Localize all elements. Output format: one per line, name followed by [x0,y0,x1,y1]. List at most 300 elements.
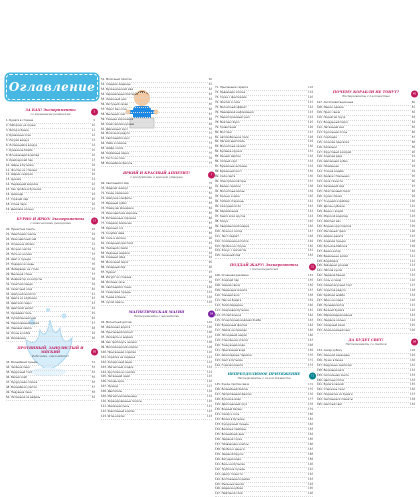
toc-entry-page: 105 [207,325,212,329]
toc-entry-page: 192 [308,472,313,476]
toc-title: Оглавление [8,80,96,94]
toc-entry-title: 110. Тающий воск [215,294,240,298]
toc-entry-page: 109 [207,345,212,349]
toc-entry-title: 103. Магнитный осадок [101,365,134,369]
toc-entry[interactable] [6,396,95,401]
toc-entry-page: 66 [208,107,212,111]
toc-entry-title: 148. Пульверизатор [317,304,345,308]
section-header [6,107,95,117]
toc-entry-page: 67 [208,112,212,116]
toc-entry-page: 123 [410,313,415,317]
toc-entry-title: 82. Палящий слайм [101,246,128,250]
toc-entry-title: 91. Газировка пузырь [101,291,131,295]
toc-entry-title: 163. Подсветка из бумаги [317,393,353,397]
toc-entry-page: 174 [308,383,313,387]
toc-entry-page: 196 [308,492,313,496]
section-header [6,345,95,359]
toc-entry-title: 85. Ранний мартин [215,155,241,159]
toc-entry-title: 118. Лопнувший шарик [215,333,248,337]
toc-entry-title: 105. Летающий змей [101,375,130,379]
toc-entry-page: 106 [410,229,415,233]
toc-entry-page: 110 [410,249,415,253]
toc-entry-page: 147 [308,229,313,233]
toc-entry-title: 22. Разноцветный чай [6,238,37,242]
toc-entry-title: 78. Красный сок [101,226,124,230]
toc-entry-title: 103. Пробка на струне [215,244,246,248]
toc-entry-title: 100. Прыгающая скрепка [101,350,136,354]
toc-entry-page: 38 [91,277,95,281]
toc-entry-page: 133 [410,373,415,377]
section-number-badge: 85 [92,350,97,354]
toc-entry-title: 110. Поднятие груза [317,115,346,119]
toc-entry-page: 122 [308,105,313,109]
section-subtitle: с химическими реакциями [29,221,72,226]
toc-entry-page: 114 [410,269,415,273]
toc-entry-title: 102. Соломинка-рогатка [215,239,249,243]
toc-entry-page: 49 [91,332,95,336]
toc-entry-title: 130. Морской водопад [317,214,348,218]
toc-entry-title: 32. Салютный след [6,287,33,291]
toc-entry-page: 135 [410,383,415,387]
toc-entry-title: 132. Водная кругосветка [317,224,352,228]
toc-entry-title: 83. Ледяные шарики [101,251,130,255]
toc-entry-page: 105 [410,224,415,228]
toc-entry-title: 91. Белые скрепки [215,185,241,189]
toc-entry-title: 126. Волшебный баллон [215,388,249,392]
section-number-badge: 17 [92,219,97,223]
toc-entry[interactable] [215,254,313,259]
toc-entry-title: 75. Разноцветная морковь [101,211,138,215]
toc-entry-page: 104 [207,320,212,324]
toc-entry-page: 46 [91,317,95,321]
toc-entry-title: 94. Магнитный датчик [101,320,132,324]
toc-entry-title: 51. Молочный пластик [101,78,132,81]
toc-entry-title: 40. Лавовая лампа [6,327,32,331]
toc-entry-title: 73. Горка с фантиками [215,95,247,99]
toc-entry-title: 98. Клоун [215,219,229,223]
toc-entry[interactable] [101,162,212,167]
toc-entry-title: 15. Как пробка в бутылке [6,188,42,192]
toc-entry-page: 61 [208,82,212,86]
toc-entry-title: 71. Танец изюминок [101,192,129,196]
toc-entry-page: 163 [308,318,313,322]
toc-entry-title: 115. Слонова прыгалка [317,140,350,144]
toc-entry-page: 130 [410,358,415,362]
toc-entry-title: 28. Фейерверк на столе [6,267,39,271]
toc-entry-title: 41. Огонь в колбе [6,332,31,336]
toc-entry-page: 87 [411,135,415,139]
toc-entry-title: 98. Как притянуть железо [101,340,138,344]
toc-entry-title: 146. Шарики-кубики [215,487,244,491]
section-subtitle: Эксперименты с плотностью [342,94,390,98]
toc-entry-page: 91 [208,241,212,245]
toc-entry-page: 53 [91,365,95,369]
toc-entry-page: 91 [411,155,415,159]
toc-entry-page: 142 [308,204,313,208]
toc-entry-title: 159. Сигнальная лента [317,373,349,377]
toc-entry-page: 164 [308,323,313,327]
toc-entry-page: 133 [308,160,313,164]
toc-entry-page: 146 [308,224,313,228]
toc-entry-page: 28 [91,228,95,232]
toc-entry-page: 119 [207,395,212,399]
toc-entry-page: 172 [308,363,313,367]
toc-entry-title: 147. Нефтяной слой [215,492,243,496]
toc-entry-page: 178 [308,403,313,407]
toc-entry-title: 37. Кровавая тюль [6,312,32,316]
toc-entry-page: 171 [308,358,313,362]
toc-entry-page: 120 [410,299,415,303]
toc-entry-page: 55 [91,375,95,379]
toc-entry-page: 194 [308,482,313,486]
section-number-badge: 99 [412,340,417,344]
toc-entry-title: 4. Бумажные огни [6,133,31,137]
toc-entry-title: 21. Левитация газеты [6,233,37,237]
toc-entry-page: 82 [411,110,415,114]
toc-entry-title: 141. Весы на бутылке [215,462,245,466]
toc-entry-page: 134 [308,165,313,169]
toc-entry-page: 84 [411,120,415,124]
toc-entry-title: 137. Банка-катер [317,249,341,253]
toc-entry-title: 111. Железная пыль [101,405,130,409]
toc-entry-page: 137 [308,180,313,184]
section-heading: ПРОТЯННЫЙ, ЗАНОЗИСТЫЙ И МЯГКИЙ [17,346,84,355]
toc-entry-page: 13 [91,138,95,142]
toc-entry-title: 110. Экранированные полосы [101,400,142,404]
section-number-badge: 5 [91,109,98,116]
toc-entry-page: 9 [93,119,95,122]
toc-entry-page: 138 [308,185,313,189]
toc-entry-title: 151. Ледяное кольцо [317,318,346,322]
toc-entry-title: 14. Ныряющий водолаз [6,183,39,187]
toc-entry-title: 108. Двигатель [101,390,123,394]
toc-entry-page: 47 [91,322,95,326]
toc-entry-title: 72. Шипучие конфеты [101,197,132,201]
toc-column-4 [317,86,415,408]
toc-entry-page: 122 [207,410,212,414]
section-heading: ДА БУДЕТ СВЕТ! [348,337,384,342]
toc-entry-page: 39 [91,282,95,286]
toc-entry-title: 87. Пудинг [101,271,116,275]
toc-entry[interactable] [6,337,95,342]
toc-entry-title: 23. Огненное облако [6,242,35,246]
toc-entry-title: 118. Ходячая ряда [317,155,343,159]
toc-entry-title: 112. Летающий мел [317,125,345,129]
toc-entry-page: 175 [308,388,313,392]
toc-entry-page: 135 [308,170,313,174]
toc-entry-title: 109. Пресс свечи [317,110,341,114]
toc-entry-page: 177 [308,398,313,402]
section-header [6,216,95,226]
toc-entry-page: 83 [208,201,212,205]
toc-entry-title: 139. Водобойка [317,259,339,263]
toc-entry-title: 123. Свет в бутылке [215,358,243,362]
toc-entry-page: 123 [207,415,212,419]
toc-entry-title: 153. Апельсиновый кекс [317,328,351,332]
toc-entry-title: 150. Мармеладная вишня [317,313,353,317]
toc-entry-title: 74. Фантик и силе [215,100,240,104]
toc-entry-page: 159 [308,299,313,303]
toc-entry-title: 137. Плавающие клипсы [215,442,249,446]
toc-entry-title: 80. Соль в молоке [101,236,126,240]
toc-entry-title: 74. Плавучие фонарики [101,206,134,210]
toc-entry-title: 128. Дрожь кубиков [317,205,345,209]
toc-entry-title: 68. Волшебная фасоль [101,162,133,166]
section-subtitle: Рабочими, снизойдите! [32,354,69,359]
toc-entry-title: 82. Лёгкий двигатель [215,140,245,144]
toc-entry-title: 136. Бутылка-бабочка [317,244,348,248]
toc-entry-title: 69. Светящийся лёд [101,182,129,186]
toc-entry-title: 131. Сахар и соль [215,413,240,417]
toc-entry-page: 166 [308,333,313,337]
toc-entry-title: 66. Кофейные зёрна [101,152,129,156]
toc-entry-page: 100 [207,286,212,290]
toc-entry-page: 106 [207,330,212,334]
toc-entry-title: 133. Масляный треск [317,229,347,233]
section-heading: НЕПРЕОДОЛИМОЕ ПРИТЯЖЕНИЕ [227,372,301,377]
toc-entry-page: 57 [91,385,95,389]
toc-entry-title: 89. Сила света [215,175,236,179]
toc-entry-title: 102. Загадочный ящик [101,360,133,364]
section-subtitle: Эксперименты со светом [345,341,387,346]
toc-entry-page: 122 [410,309,415,313]
toc-entry-title: 111. Воздушный пирог [317,120,349,124]
toc-entry-title: 85. Молочный пирог [101,261,129,265]
toc-entry-page: 116 [207,380,212,384]
toc-entry-page: 160 [308,304,313,308]
toc-entry-page: 128 [410,348,415,352]
toc-entry-title: 122. Кривое стёклышко [317,175,350,179]
toc-entry-page: 98 [208,276,212,280]
toc-entry-title: 155. Свечной карандаш [317,353,350,357]
toc-entry-page: 35 [91,262,95,266]
toc-entry-page: 22 [91,183,95,187]
toc-entry-page: 183 [308,428,313,432]
toc-entry-title: 112. Реактивный компас [101,410,135,414]
toc-entry-title: 146. Удобная шайба [317,294,345,298]
toc-entry-title: 158. Вихрящая вата [317,368,345,372]
toc-entry-page: 93 [208,251,212,255]
toc-entry[interactable] [317,403,415,408]
toc-entry-title: 143. Центр тяжести [215,472,243,476]
toc-entry-title: 104. Крутилка из кнопки [101,370,136,374]
toc-entry[interactable] [215,364,313,369]
toc-entry-page: 26 [91,203,95,207]
toc-entry-page: 129 [410,353,415,357]
toc-entry-page: 180 [308,413,313,417]
toc-entry-page: 80 [411,101,415,104]
toc-entry-page: 21 [91,178,95,182]
toc-entry-title: 143. Соль и сахар [317,279,342,283]
section-number-badge: 7 [208,172,215,179]
toc-entry-page: 112 [207,360,212,364]
toc-entry-title: 157. Радужные лампочки [317,363,352,367]
toc-entry-page: 17 [91,158,95,162]
toc-entry-page: 179 [308,408,313,412]
toc-entry-page: 182 [308,423,313,427]
toc-entry-page: 114 [207,370,212,374]
section-subtitle: Эксперименты с силой тяжести [237,376,291,381]
toc-entry-title: 99. Металлический компас [101,345,139,349]
toc-entry-title: 60. Клей своими руками [101,122,135,126]
toc-entry-page: 72 [208,137,212,141]
toc-entry-page: 138 [410,398,415,402]
toc-entry-page: 100 [410,200,415,204]
toc-entry-page: 94 [411,170,415,174]
toc-entry-page: 88 [208,226,212,230]
toc-entry-page: 25 [91,198,95,202]
toc-entry-title: 142. Ледяная башня [317,274,345,278]
toc-entry-title: 30. Индикатор из капусты [6,277,43,281]
toc-entry-page: 145 [308,219,313,223]
toc-entry-title: 142. Трубочка-пузырь [215,467,246,471]
toc-entry-title: 39. Нарисованная горка [6,322,40,326]
toc-entry-page: 121 [308,100,313,104]
toc-entry-page: 144 [308,214,313,218]
toc-entry-page: 111 [410,254,415,258]
toc-entry-title: 99. Сверхвысокий шарик [215,224,250,228]
toc-entry-title: 124. Капающий мёд [317,185,345,189]
toc-entry-page: 126 [410,328,415,332]
toc-entry-title: 95. Железная дорога [101,325,131,329]
toc-entry[interactable] [215,492,313,497]
toc-entry-title: 61. Движимый мусс [101,127,129,131]
toc-entry-page: 126 [308,125,313,129]
toc-entry-page: 85 [411,125,415,129]
toc-entry-title: 113. Кукольный огонь [317,130,348,134]
section-heading: ЗА БАХ! Эксперименты [25,108,76,112]
toc-entry-page: 154 [308,274,313,278]
toc-entry[interactable] [6,208,95,213]
toc-entry-page: 82 [208,197,212,201]
toc-entry-title: 119. Стеклянное стекло [215,338,249,342]
toc-entry-title: 95. Скачущая игла [215,204,241,208]
toc-entry-title: 47. Кукурузная спичка [6,380,38,384]
toc-entry-page: 83 [411,115,415,119]
toc-entry-page: 97 [208,271,212,275]
toc-entry-page: 85 [208,211,212,215]
toc-entry-page: 32 [91,247,95,251]
toc-entry-page: 19 [91,168,95,172]
toc-entry-page: 54 [91,370,95,374]
toc-entry-page: 152 [308,254,313,258]
toc-entry-page: 119 [308,90,313,94]
toc-entry-title: 138. Пробка и деньги [215,447,245,451]
toc-entry-title: 147. Яйцо на ковре [317,299,344,303]
toc-entry-page: 94 [208,256,212,260]
toc-entry-title: 86. Сахарный лёд [101,266,126,270]
toc-entry-page: 176 [308,393,313,397]
toc-entry-page: 116 [410,279,415,283]
section-number-badge: 31 [310,265,315,269]
toc-entry-page: 128 [308,135,313,139]
toc-entry-page: 42 [91,297,95,301]
toc-entry-page: 73 [208,142,212,146]
toc-entry-page: 95 [411,175,415,179]
toc-entry-page: 167 [308,338,313,342]
toc-entry-title: 106. Огненная раковина [215,274,249,278]
toc-entry-title: 134. Весёлые приборы [215,428,247,432]
toc-entry-page: 137 [410,393,415,397]
toc-entry-page: 139 [308,190,313,194]
toc-entry-title: 120. Пламенник [317,165,339,169]
toc-entry-title: 81. Сахарный кристалл [101,241,134,245]
toc-entry-title: 70. Жидкий жемчуг [101,187,129,191]
toc-entry-title: 125. Куклы против свечи [215,383,250,387]
toc-entry-page: 68 [208,117,212,121]
toc-entry-page: 11 [91,128,95,132]
toc-entry-title: 5. Рисуем ваздух [6,138,30,142]
toc-entry-page: 92 [208,246,212,250]
toc-entry-page: 108 [207,340,212,344]
toc-entry-page: 24 [91,193,95,197]
toc-entry-page: 111 [207,355,212,359]
toc-entry[interactable] [101,301,212,306]
toc-entry-page: 181 [308,418,313,422]
toc-entry-page: 169 [308,348,313,352]
toc-entry-title: 53. Вулканический мёд [101,87,134,91]
toc-entry-page: 69 [208,122,212,126]
toc-entry-title: 27. Подарок из воды [6,262,35,266]
toc-entry-title: 65. Шифр соком [101,147,124,151]
toc-entry-title: 26. Цвет и пузыри [6,257,31,261]
section-heading: ЯРКИЙ И КРАСНЫЙ АППЕТИТ! [123,171,190,176]
toc-entry-title: 1. Бумага в стакане [6,119,34,122]
toc-entry[interactable] [101,415,212,420]
toc-entry-title: 105. Снежный лёд [215,254,241,258]
toc-entry-page: 58 [91,390,95,394]
toc-entry-title: 116. Капельки [317,145,337,149]
toc-entry-title: 29. Мыльная стена [6,272,32,276]
toc-entry-title: 79. Гравитация [215,125,237,129]
toc-entry-title: 108. Черная свеча [215,284,240,288]
toc-entry-title: 17. Горячий лёд [6,198,29,202]
toc-entry-page: 77 [208,162,212,166]
toc-entry-title: 48. Волшебная улитка [6,385,37,389]
toc-entry-page: 50 [91,337,95,341]
toc-entry-title: 93. Сухой лимон [101,301,124,305]
toc-entry-title: 46. Вялый хлеб [6,375,27,379]
toc-entry-page: 74 [208,147,212,151]
toc-entry-title: 123. Сила тяжести [317,180,343,184]
toc-title-banner [6,74,98,100]
toc-entry-page: 64 [208,97,212,101]
toc-entry-title: 54. Карамельные бактерии [101,92,139,96]
toc-entry-title: 156. Лучик в банке [317,358,344,362]
toc-entry-title: 6. Лопающийся воздух [6,143,38,147]
toc-entry-title: 126. Сухая спичка [317,195,342,199]
toc-entry[interactable] [317,329,415,334]
toc-entry-title: 33. Шипучий молоток [6,292,36,296]
toc-entry-title: 101. Лист-падает [215,234,239,238]
toc-entry-page: 15 [91,148,95,152]
toc-entry-title: 62. Молочная радуга [101,132,130,136]
toc-column-1 [6,104,95,401]
toc-entry-page: 48 [91,327,95,331]
toc-entry-page: 136 [308,175,313,179]
toc-entry-title: 133. Кукурузный пузырь [215,423,249,427]
toc-entry-page: 118 [207,390,212,394]
toc-entry-page: 136 [410,388,415,392]
toc-entry-page: 118 [308,86,313,89]
toc-entry-title: 57. Пирог без огня [101,107,127,111]
toc-entry-title: 77. Нерасторжимый узел [215,115,250,119]
toc-entry-title: 107. Ходячий пар [215,279,239,283]
toc-entry-title: 3. Ветер в банке [6,128,29,132]
toc-entry-title: 127. Тонущий кораблик [317,200,350,204]
toc-entry-title: 64. Лайм в лимоне [101,142,127,146]
toc-entry-page: 95 [208,261,212,265]
